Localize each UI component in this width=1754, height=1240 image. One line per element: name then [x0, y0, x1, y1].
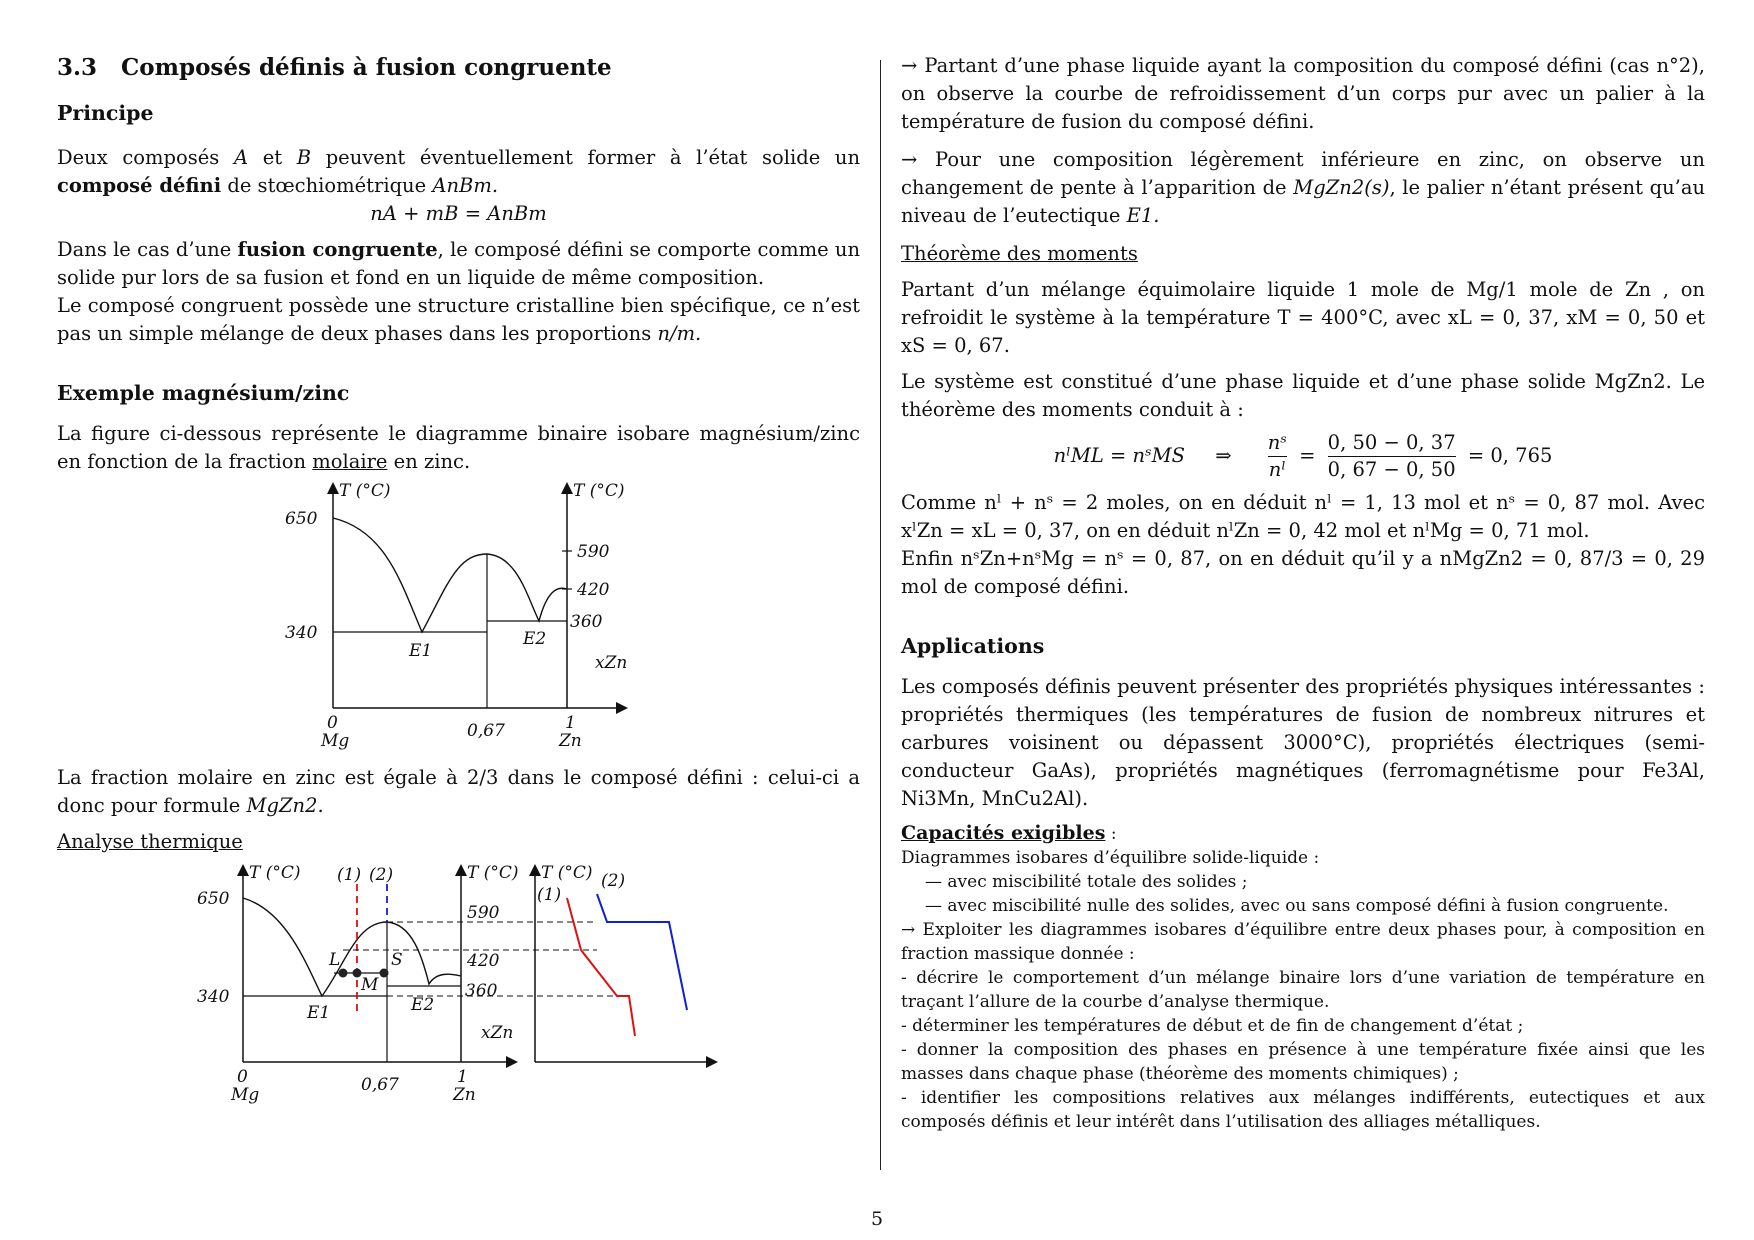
fig2-label-zn: Zn	[453, 1085, 476, 1105]
fig2-label-s: S	[391, 950, 403, 970]
fig2-tick-360: 360	[465, 981, 498, 1001]
fig1-tick-1: 1	[565, 713, 576, 733]
thermal-analysis-diagram	[57, 856, 860, 1106]
paragraph-case1: → Pour une composition légèrement inférieure en zinc, on observe un changement de pente à l’apparition de MgZn2(s), le palier n’étant présent qu’au niveau de l’eutectique E1.	[901, 148, 1706, 227]
fig1-tick-0b: 0	[327, 713, 338, 733]
capacite-item: → Exploiter les diagrammes isobares d’équilibre entre deux phases pour, à composition en fraction massique donnée :	[901, 920, 1705, 964]
left-column	[57, 52, 860, 1106]
paragraph-structure: Le composé congruent possède une structure cristalline bien spécifique, ce n’est pas un simple mélange de deux phases dans les proportions n/m.	[57, 294, 860, 345]
fig1-axis-label-right: T (°C)	[573, 481, 625, 501]
section-heading: 3.3 Composés définis à fusion congruente	[57, 54, 612, 81]
principe-heading: Principe	[57, 101, 154, 125]
cooling-curve-2	[597, 894, 687, 1010]
paragraph-case2: → Partant d’une phase liquide ayant la composition du composé défini (cas n°2), on observe la courbe de refroidissement d’un corps pur avec un palier à la température de fusion du composé défini.	[901, 54, 1705, 133]
paragraph-moments-system: Le système est constitué d’une phase liquide et d’une phase solide MgZn2. Le théorème des moments conduit à :	[901, 370, 1705, 421]
capacites-block	[901, 821, 1705, 1134]
capacite-item: Diagrammes isobares d’équilibre solide-liquide :	[901, 848, 1320, 868]
liquidus-curve	[333, 518, 567, 632]
page-number: 5	[870, 1208, 884, 1230]
paragraph-moments-setup: Partant d’un mélange équimolaire liquide 1 mole de Mg/1 mole de Zn , on refroidit le système à la température T = 400°C, avec xL = 0, 37, xM = 0, 50 et xS = 0, 67.	[901, 278, 1705, 357]
fig2-label-mg: Mg	[231, 1085, 260, 1105]
paragraph-applications: Les composés définis peuvent présenter des propriétés physiques intéressantes : propriétés thermiques (les températures de fusion de nombreux nitrures et carbures voisinent ou dépassent 3000°C), propriétés électriques (semi-conducteur GaAs), propriétés magnétiques (ferromagnétisme pour Fe3Al, Ni3Mn, MnCu2Al).	[901, 675, 1705, 810]
point-s	[380, 969, 389, 978]
fig2-tick-340: 340	[197, 987, 230, 1007]
paragraph-compound-moles: Enfin nˢZn+nˢMg = nˢ = 0, 87, on en déduit qu’il y a nMgZn2 = 0, 87/3 = 0, 29 mol de composé défini.	[901, 547, 1705, 598]
fig1-label-e2: E2	[523, 629, 547, 649]
capacite-item: — avec miscibilité totale des solides ;	[925, 872, 1248, 892]
analyse-heading: Analyse thermique	[57, 830, 243, 853]
capacites-heading: Capacités exigibles :	[901, 822, 1117, 844]
column-divider	[880, 60, 881, 1170]
fig2-tick-650: 650	[197, 889, 230, 909]
fig2-axis-label-mid: T (°C)	[467, 863, 519, 883]
fig1-tick-650: 650	[285, 509, 318, 529]
liquidus-curve	[243, 898, 461, 996]
moments-equation: nˡML = nˢMS ⇒ $\frac{\text{nˢ}}{\text{nˡ}}$ = $\frac{0, 50 - 0, 37}{0, 67 - 0, 50}$ = 0, 765	[1053, 431, 1553, 481]
fig1-label-xzn: xZn	[595, 653, 628, 673]
paragraph-congruente: Dans le cas d’une fusion congruente, le composé défini se comporte comme un solide pur lors de sa fusion et fond en un liquide de même composition.	[57, 238, 861, 289]
fig1-label-e1: E1	[409, 641, 433, 661]
fig2-tick-067: 0,67	[361, 1075, 399, 1095]
paragraph-figure: La figure ci-dessous représente le diagramme binaire isobare magnésium/zinc en fonction de la fraction molaire en zinc.	[57, 422, 860, 473]
fig1-tick-360: 360	[570, 612, 603, 632]
capacite-item: - décrire le comportement d’un mélange binaire lors d’une variation de température en traçant l’allure de la courbe d’analyse thermique.	[901, 968, 1705, 1012]
right-column	[901, 52, 1705, 1134]
fig2-label-e1: E1	[307, 1003, 331, 1023]
fig2-tick-420: 420	[467, 951, 500, 971]
fig2-label-1: (1)	[337, 865, 362, 885]
capacite-item: - identifier les compositions relatives aux mélanges indifférents, eutectiques et aux composés définis et leur intérêt dans l’utilisation des alliages métalliques.	[901, 1088, 1705, 1132]
fraction-values: $\frac{0, 50 - 0, 37}{0, 67 - 0, 50}$	[1327, 431, 1456, 481]
fig2-label-l: L	[329, 950, 341, 970]
fig1-axis-label-left: T (°C)	[339, 481, 391, 501]
fig1-tick-590: 590	[577, 542, 610, 562]
fig1-tick-420: 420	[577, 580, 610, 600]
fig2-axis-label-left: T (°C)	[249, 863, 301, 883]
fig2-label-xzn: xZn	[481, 1023, 514, 1043]
fig2-label-m: M	[361, 975, 379, 995]
fig2-tick-0: 0	[237, 1067, 248, 1087]
moments-heading: Théorème des moments	[901, 242, 1138, 265]
applications-heading: Applications	[901, 634, 1045, 658]
fraction-ns-nl: $\frac{\text{nˢ}}{\text{nˡ}}$	[1267, 431, 1287, 481]
fig2-curve-1-label: (1)	[537, 885, 562, 905]
paragraph-mole-calc: Comme nˡ + nˢ = 2 moles, on en déduit nˡ = 1, 13 mol et nˢ = 0, 87 mol. Avec xˡZn = xL = 0, 37, on en déduit nˡZn = 0, 42 mol et nˡMg = 0, 71 mol.	[901, 491, 1705, 542]
capacite-item: - déterminer les températures de début et de fin de changement d’état ;	[901, 1016, 1524, 1036]
fig1-label-zn: Zn	[559, 731, 582, 751]
fig2-label-2: (2)	[369, 865, 394, 885]
example-heading: Exemple magnésium/zinc	[57, 381, 350, 405]
paragraph-principe: Deux composés A et B peuvent éventuellement former à l’état solide un composé défini de stœchiométrique AnBm.	[57, 146, 861, 197]
fig1-tick-067: 0,67	[467, 721, 505, 741]
paragraph-formula: La fraction molaire en zinc est égale à 2/3 dans le composé défini : celui-ci a donc pour formule MgZn2.	[57, 766, 860, 817]
fig2-tick-1: 1	[457, 1067, 468, 1087]
fig1-label-mg: Mg	[321, 731, 350, 751]
cooling-curve-1	[567, 898, 635, 1036]
capacite-item: — avec miscibilité nulle des solides, avec ou sans composé défini à fusion congruente.	[925, 896, 1669, 916]
fig1-tick-340: 340	[285, 623, 318, 643]
phase-diagram-mg-zn	[57, 476, 860, 756]
fig2-label-e2: E2	[411, 995, 435, 1015]
equation-formation: nA + mB = AnBm	[370, 202, 547, 225]
capacite-item: - donner la composition des phases en présence à une température fixée ainsi que les masses dans chaque phase (théorème des moments chimiques) ;	[901, 1040, 1705, 1084]
fig2-curve-2-label: (2)	[601, 871, 626, 891]
fig2-tick-590: 590	[467, 903, 500, 923]
fig2-axis-label-cooling: T (°C)	[541, 863, 593, 883]
